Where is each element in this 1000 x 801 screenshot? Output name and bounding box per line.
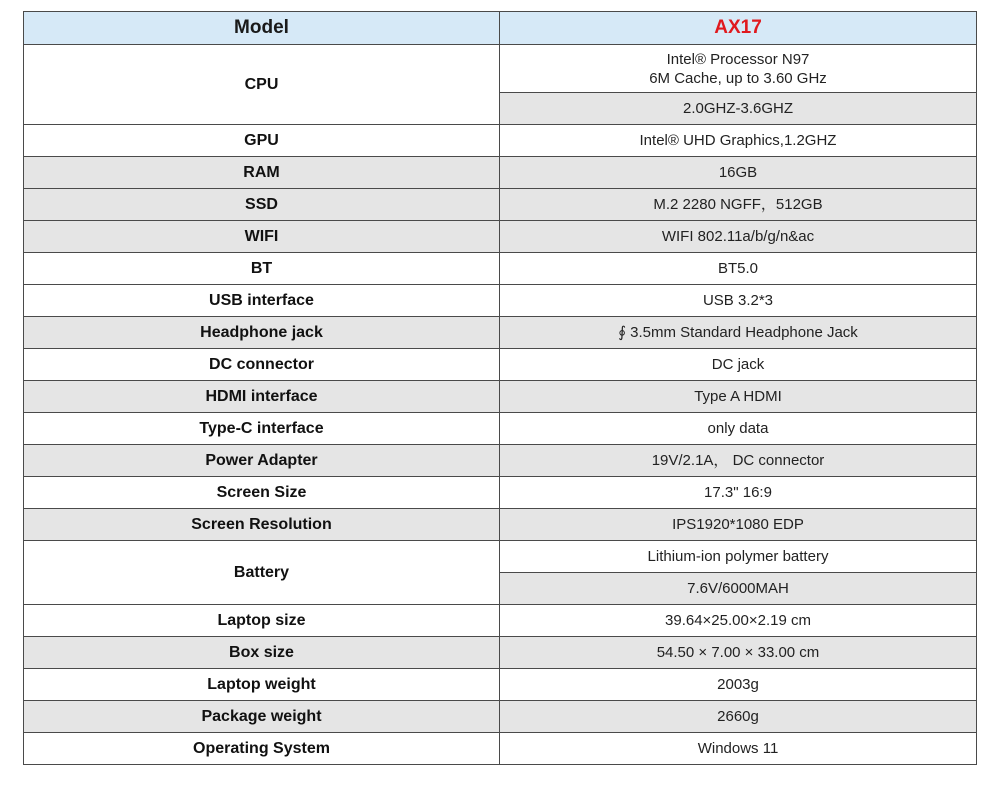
spec-value-battery-capacity: 7.6V/6000MAH: [500, 573, 977, 605]
spec-value-cpu-frequency: 2.0GHZ-3.6GHZ: [500, 93, 977, 125]
spec-label-typec: Type-C interface: [24, 413, 500, 445]
spec-label-cpu: CPU: [24, 45, 500, 125]
spec-row-power: [24, 445, 977, 477]
spec-value-bt: BT5.0: [500, 253, 977, 285]
spec-value-battery-type: Lithium-ion polymer battery: [500, 541, 977, 573]
spec-label-headphone: Headphone jack: [24, 317, 500, 349]
spec-value-package-weight: 2660g: [500, 701, 977, 733]
spec-row-typec: [24, 413, 977, 445]
spec-row-usb: [24, 285, 977, 317]
spec-value-ram: 16GB: [500, 157, 977, 189]
spec-row-ram: [24, 157, 977, 189]
spec-value-usb: USB 3.2*3: [500, 285, 977, 317]
spec-row-battery: [24, 541, 977, 573]
spec-row-gpu: [24, 125, 977, 157]
spec-row-hdmi: [24, 381, 977, 413]
spec-row-box-size: [24, 637, 977, 669]
spec-value-laptop-size: 39.64×25.00×2.19 cm: [500, 605, 977, 637]
spec-row-headphone: [24, 317, 977, 349]
spec-row-screen-size: [24, 477, 977, 509]
spec-label-power: Power Adapter: [24, 445, 500, 477]
spec-label-wifi: WIFI: [24, 221, 500, 253]
spec-value-gpu: Intel® UHD Graphics,1.2GHZ: [500, 125, 977, 157]
spec-row-wifi: [24, 221, 977, 253]
spec-value-ssd: M.2 2280 NGFF，512GB: [500, 189, 977, 221]
spec-row-ssd: [24, 189, 977, 221]
spec-label-dc: DC connector: [24, 349, 500, 381]
spec-label-laptop-size: Laptop size: [24, 605, 500, 637]
spec-label-screen-resolution: Screen Resolution: [24, 509, 500, 541]
spec-row-cpu: [24, 45, 977, 93]
spec-label-usb: USB interface: [24, 285, 500, 317]
spec-value-os: Windows 11: [500, 733, 977, 765]
spec-value-screen-resolution: IPS1920*1080 EDP: [500, 509, 977, 541]
header-label: Model: [24, 12, 500, 45]
spec-table: [23, 11, 977, 765]
spec-value-cpu-line2: 6M Cache, up to 3.60 GHz: [649, 69, 827, 87]
spec-label-ram: RAM: [24, 157, 500, 189]
spec-label-screen-size: Screen Size: [24, 477, 500, 509]
spec-value-wifi: WIFI 802.11a/b/g/n&ac: [500, 221, 977, 253]
spec-value-typec: only data: [500, 413, 977, 445]
spec-value-power: 19V/2.1A， DC connector: [500, 445, 977, 477]
header-model: AX17: [500, 12, 977, 45]
spec-value-dc: DC jack: [500, 349, 977, 381]
spec-label-bt: BT: [24, 253, 500, 285]
spec-value-cpu: [500, 45, 977, 93]
spec-label-hdmi: HDMI interface: [24, 381, 500, 413]
spec-row-laptop-size: [24, 605, 977, 637]
spec-value-hdmi: Type A HDMI: [500, 381, 977, 413]
spec-label-gpu: GPU: [24, 125, 500, 157]
spec-label-laptop-weight: Laptop weight: [24, 669, 500, 701]
spec-row-bt: [24, 253, 977, 285]
spec-label-package-weight: Package weight: [24, 701, 500, 733]
spec-row-package-weight: [24, 701, 977, 733]
spec-value-screen-size: 17.3" 16:9: [500, 477, 977, 509]
spec-label-box-size: Box size: [24, 637, 500, 669]
spec-value-laptop-weight: 2003g: [500, 669, 977, 701]
spec-label-battery: Battery: [24, 541, 500, 605]
spec-row-laptop-weight: [24, 669, 977, 701]
spec-value-box-size: 54.50 × 7.00 × 33.00 cm: [500, 637, 977, 669]
spec-label-ssd: SSD: [24, 189, 500, 221]
spec-row-dc: [24, 349, 977, 381]
spec-row-os: [24, 733, 977, 765]
spec-label-os: Operating System: [24, 733, 500, 765]
spec-row-screen-resolution: [24, 509, 977, 541]
spec-value-headphone: ∮ 3.5mm Standard Headphone Jack: [500, 317, 977, 349]
spec-value-cpu-line1: Intel® Processor N97: [666, 50, 810, 68]
header-row: [24, 12, 977, 45]
